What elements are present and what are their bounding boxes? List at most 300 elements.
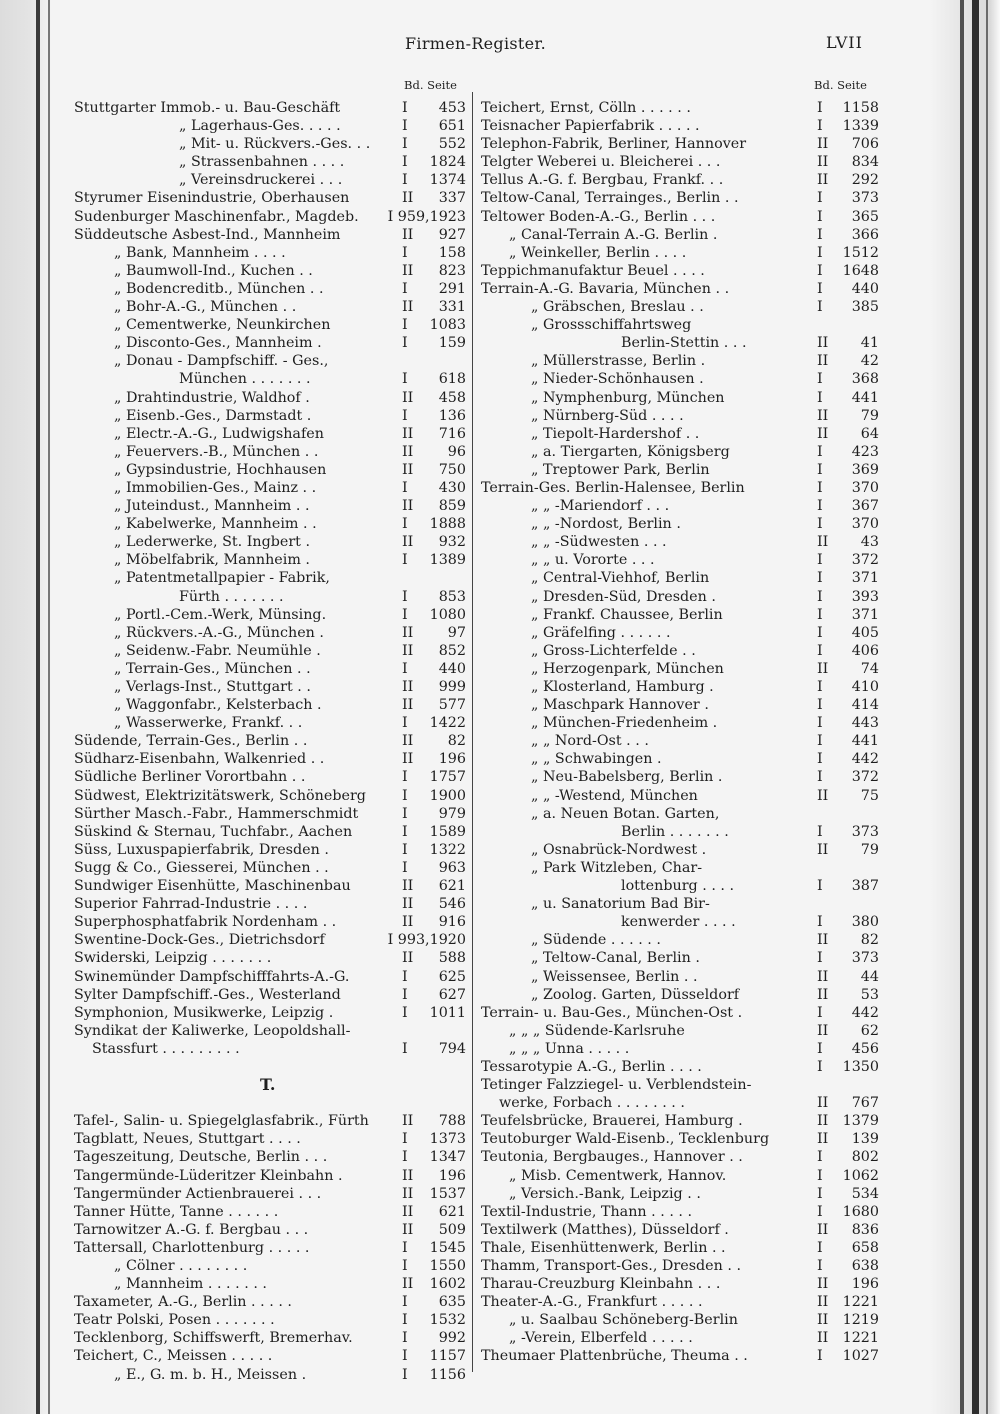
company-name: Berlin . . . . . . .: [621, 823, 729, 840]
page-reference: 393: [851, 588, 879, 605]
volume-number: II: [817, 1221, 829, 1238]
page-reference: 794: [438, 1040, 466, 1057]
volume-number: II: [817, 1294, 829, 1311]
volume-number: II: [817, 353, 829, 370]
volume-number: I: [817, 823, 823, 840]
volume-number: I: [817, 950, 823, 967]
page-reference: 387: [851, 878, 879, 895]
company-name: „ Nymphenburg, München: [531, 389, 725, 406]
company-name: „ „ -Nordost, Berlin .: [531, 516, 681, 533]
company-name: Tattersall, Charlottenburg . . . . .: [74, 1239, 310, 1256]
page-reference: 802: [851, 1149, 879, 1166]
page-reference: 1537: [429, 1185, 466, 1202]
volume-number: I: [402, 715, 408, 732]
volume-number: I: [817, 262, 823, 279]
company-name: „ Gräfelfing . . . . . .: [531, 624, 671, 641]
volume-number: I: [817, 624, 823, 641]
volume-number: I: [817, 479, 823, 496]
company-name: Südwest, Elektrizitätswerk, Schöneberg: [74, 787, 366, 804]
company-name: Tangermünde-Lüderitzer Kleinbahn .: [74, 1167, 343, 1184]
volume-number: I: [402, 787, 408, 804]
company-name: München . . . . . . .: [179, 371, 311, 388]
volume-number: II: [402, 190, 414, 207]
company-name: Teutoburger Wald-Eisenb., Tecklenburg: [481, 1131, 770, 1148]
page-reference: 196: [851, 1276, 879, 1293]
volume-number: I: [402, 1004, 408, 1021]
page-reference: 1824: [429, 154, 466, 171]
volume-number: II: [402, 534, 414, 551]
company-name: Tellus A.-G. f. Bergbau, Frankf. . .: [481, 172, 724, 189]
page-reference: 430: [438, 479, 466, 496]
page-reference: 1389: [429, 552, 466, 569]
company-name: Taxameter, A.-G., Berlin . . . . .: [74, 1294, 292, 1311]
page-reference: 291: [438, 280, 466, 297]
volume-number: I: [817, 679, 823, 695]
company-name: „ München-Friedenheim .: [531, 715, 718, 732]
page-title: Firmen-Register.: [405, 34, 546, 53]
page-reference: 380: [851, 914, 879, 931]
volume-number: I: [817, 100, 823, 116]
company-name: Swiderski, Leipzig . . . . . . .: [74, 950, 272, 967]
volume-number: I: [402, 823, 408, 840]
volume-number: I: [817, 606, 823, 623]
volume-number: II: [817, 787, 829, 804]
volume-number: I: [402, 1348, 408, 1365]
page-reference: 1083: [429, 317, 466, 334]
page-reference: 64: [860, 425, 879, 442]
volume-number: I: [817, 552, 823, 569]
volume-number: I: [817, 697, 823, 714]
volume-number: I: [402, 479, 408, 496]
company-name: Tanner Hütte, Tanne . . . . . .: [74, 1203, 279, 1220]
company-name: „ Waggonfabr., Kelsterbach .: [114, 697, 322, 714]
page-reference: 373: [851, 190, 879, 207]
page-reference: 414: [851, 697, 879, 714]
company-name: Symphonion, Musikwerke, Leipzig .: [74, 1004, 334, 1021]
company-name: „ Central-Viehhof, Berlin: [531, 570, 710, 587]
company-name: Stassfurt . . . . . . . . .: [92, 1040, 240, 1057]
volume-number: I: [817, 118, 823, 135]
volume-number: II: [817, 968, 829, 985]
page-reference: 618: [438, 371, 466, 388]
company-name: „ a. Neuen Botan. Garten,: [531, 805, 720, 822]
company-name: „ E., G. m. b. H., Meissen .: [114, 1366, 307, 1383]
volume-number: I: [402, 859, 408, 876]
page-reference: 1374: [429, 172, 466, 189]
page-reference: 621: [438, 878, 466, 895]
column-divider: [472, 92, 473, 1372]
page-reference: 706: [851, 136, 879, 153]
company-name: „ „ „ Südende-Karlsruhe: [509, 1022, 685, 1039]
page-reference: 369: [851, 461, 879, 478]
company-name: Südliche Berliner Vorortbahn . .: [74, 769, 306, 786]
company-name: „ Weissensee, Berlin . .: [531, 968, 698, 985]
volume-number: I: [817, 371, 823, 388]
volume-number: II: [402, 751, 414, 768]
page-reference: 43: [860, 534, 879, 551]
volume-number: I: [402, 986, 408, 1003]
company-name: Fürth . . . . . . .: [179, 588, 284, 605]
volume-number: II: [817, 660, 829, 677]
volume-number: I: [402, 1312, 408, 1329]
company-name: Sundwiger Eisenhütte, Maschinenbau: [74, 878, 351, 895]
volume-number: I: [817, 1167, 823, 1184]
company-name: „ Gräbschen, Breslau . .: [531, 299, 704, 316]
page-reference: 331: [438, 299, 466, 316]
page-reference: 97: [447, 624, 466, 641]
company-name: Teltower Boden-A.-G., Berlin . . .: [481, 208, 716, 225]
page-reference: 853: [438, 588, 466, 605]
volume-number: II: [817, 1276, 829, 1293]
page-reference: 1156: [429, 1366, 466, 1383]
page-reference: 788: [438, 1113, 466, 1130]
company-name: Sürther Masch.-Fabr., Hammerschmidt: [74, 805, 359, 822]
volume-number: I: [817, 1040, 823, 1057]
volume-number: I: [402, 606, 408, 623]
volume-number: I: [402, 407, 408, 424]
volume-number: I: [402, 136, 408, 153]
page-reference: 823: [438, 262, 466, 279]
company-name: „ „ Nord-Ost . . .: [531, 733, 649, 750]
company-name: „ Rückvers.-A.-G., München .: [114, 624, 324, 641]
page-reference: 999: [438, 679, 466, 695]
volume-number: II: [402, 950, 414, 967]
page-reference: 406: [851, 642, 879, 659]
volume-number: I: [817, 190, 823, 207]
page-reference: 1347: [429, 1149, 466, 1166]
company-name: Süss, Luxuspapierfabrik, Dresden .: [74, 841, 329, 858]
page-reference: 1219: [842, 1312, 879, 1329]
company-name: „ Kabelwerke, Mannheim . .: [114, 516, 317, 533]
company-name: Tangermünder Actienbrauerei . . .: [74, 1185, 322, 1202]
page-reference: 534: [851, 1185, 879, 1202]
company-name: „ Neu-Babelsberg, Berlin .: [531, 769, 723, 786]
company-name: Berlin-Stettin . . .: [621, 335, 747, 352]
page-reference: 1339: [842, 118, 879, 135]
volume-number: I: [402, 335, 408, 352]
page-reference: 1900: [429, 787, 466, 804]
page-reference: 373: [851, 950, 879, 967]
page-reference: 453: [438, 100, 466, 116]
page-reference: 371: [851, 570, 879, 587]
company-name: „ Lederwerke, St. Ingbert .: [114, 534, 311, 551]
company-name: „ Herzogenpark, München: [531, 660, 724, 677]
volume-number: I: [402, 805, 408, 822]
page-reference: 42: [860, 353, 879, 370]
page-reference: 1350: [842, 1058, 879, 1075]
company-name: „ Mannheim . . . . . . .: [114, 1276, 267, 1293]
volume-number: I: [402, 1366, 408, 1383]
company-name: „ Patentmetallpapier - Fabrik,: [114, 570, 330, 587]
volume-number: II: [817, 841, 829, 858]
right-edge-line: [972, 0, 979, 1414]
company-name: Tecklenborg, Schiffswerft, Bremerhav.: [74, 1330, 353, 1347]
page-reference: 627: [438, 986, 466, 1003]
company-name: Terrain-A.-G. Bavaria, München . .: [481, 280, 730, 297]
volume-number: I: [402, 154, 408, 171]
page-reference: 441: [851, 389, 879, 406]
page-reference: 373: [851, 823, 879, 840]
volume-number: I: [817, 733, 823, 750]
company-name: „ Bodencreditb., München . .: [114, 280, 324, 297]
company-name: Telgter Weberei u. Bleicherei . . .: [481, 154, 721, 171]
page-reference: 96: [447, 443, 466, 460]
page-reference: 370: [851, 479, 879, 496]
company-name: „ Versich.-Bank, Leipzig . .: [509, 1185, 701, 1202]
left-page-edge: [0, 0, 52, 1414]
volume-number: II: [402, 389, 414, 406]
page-reference: 1757: [429, 769, 466, 786]
volume-number: I: [817, 1258, 823, 1274]
company-name: Teppichmanufaktur Beuel . . . .: [481, 262, 705, 279]
page-reference: 509: [438, 1221, 466, 1238]
volume-number: I: [817, 244, 823, 261]
volume-number: II: [817, 172, 829, 189]
company-name: „ Disconto-Ges., Mannheim .: [114, 335, 322, 352]
volume-number: I: [817, 1058, 823, 1075]
company-name: „ Maschpark Hannover .: [531, 697, 709, 714]
page-reference: 79: [860, 841, 879, 858]
page-reference: 410: [851, 679, 879, 695]
page-reference: 1589: [429, 823, 466, 840]
company-name: Südende, Terrain-Ges., Berlin . .: [74, 733, 308, 750]
volume-number: II: [402, 878, 414, 895]
company-name: „ Treptower Park, Berlin: [531, 461, 710, 478]
company-name: „ Electr.-A.-G., Ludwigshafen: [114, 425, 324, 442]
page-reference: 44: [860, 968, 879, 985]
page-reference: 1648: [842, 262, 879, 279]
company-name: Theater-A.-G., Frankfurt . . . . .: [481, 1294, 703, 1311]
page-reference: 456: [851, 1040, 879, 1057]
company-name: „ Eisenb.-Ges., Darmstadt .: [114, 407, 312, 424]
page-reference: 136: [438, 407, 466, 424]
company-name: „ Juteindust., Mannheim . .: [114, 498, 310, 515]
company-name: Teisnacher Papierfabrik . . . . .: [481, 118, 700, 135]
company-name: Theumaer Plattenbrüche, Theuma . .: [481, 1348, 748, 1365]
company-name: Süddeutsche Asbest-Ind., Mannheim: [74, 226, 341, 243]
company-name: „ Klosterland, Hamburg .: [531, 679, 714, 695]
page-reference: 651: [438, 118, 466, 135]
company-name: Superior Fahrrad-Industrie . . . .: [74, 896, 308, 913]
company-name: „ Donau - Dampfschiff. - Ges.,: [114, 353, 329, 370]
company-name: „ Möbelfabrik, Mannheim .: [114, 552, 310, 569]
volume-number: II: [402, 1221, 414, 1238]
page-reference: 1157: [429, 1348, 466, 1365]
volume-number: II: [402, 1276, 414, 1293]
page-reference: I 959,1923: [387, 208, 466, 225]
volume-number: II: [402, 914, 414, 931]
page-reference: 750: [438, 461, 466, 478]
page-reference: 158: [438, 244, 466, 261]
volume-number: II: [402, 679, 414, 695]
company-name: „ Canal-Terrain A.-G. Berlin .: [509, 226, 718, 243]
page-reference: 1062: [842, 1167, 879, 1184]
page-reference: 658: [851, 1239, 879, 1256]
volume-number: I: [817, 1348, 823, 1365]
volume-number: II: [402, 461, 414, 478]
page-reference: 442: [851, 751, 879, 768]
page-reference: 1080: [429, 606, 466, 623]
volume-number: II: [817, 1312, 829, 1329]
company-name: lottenburg . . . .: [621, 878, 735, 895]
company-name: „ Park Witzleben, Char-: [531, 859, 703, 876]
page-reference: 372: [851, 552, 879, 569]
company-name: Teutonia, Bergbauges., Hannover . .: [481, 1149, 743, 1166]
volume-number: I: [402, 244, 408, 261]
volume-number: I: [817, 914, 823, 931]
company-name: Süskind & Sternau, Tuchfabr., Aachen: [74, 823, 353, 840]
volume-number: I: [817, 280, 823, 297]
volume-number: I: [402, 660, 408, 677]
volume-number: I: [402, 317, 408, 334]
page-reference: 366: [851, 226, 879, 243]
company-name: „ Baumwoll-Ind., Kuchen . .: [114, 262, 313, 279]
company-name: Teufelsbrücke, Brauerei, Hamburg .: [481, 1113, 743, 1130]
company-name: Tarnowitzer A.-G. f. Bergbau . . .: [74, 1221, 309, 1238]
company-name: Teatr Polski, Posen . . . . . . .: [74, 1312, 275, 1329]
page-reference: 552: [438, 136, 466, 153]
company-name: Tafel-, Salin- u. Spiegelglasfabrik., Fürth: [74, 1113, 369, 1130]
page-reference: 337: [438, 190, 466, 207]
page-reference: 716: [438, 425, 466, 442]
page-reference: 625: [438, 968, 466, 985]
page-reference: 79: [860, 407, 879, 424]
company-name: „ Terrain-Ges., München . .: [114, 660, 311, 677]
company-name: „ Grossschiffahrtsweg: [531, 317, 692, 334]
company-name: Textil-Industrie, Thann . . . . .: [481, 1203, 693, 1220]
company-name: Syndikat der Kaliwerke, Leopoldshall-: [74, 1022, 351, 1039]
volume-number: I: [817, 1149, 823, 1166]
company-name: Südharz-Eisenbahn, Walkenried . .: [74, 751, 325, 768]
company-name: „ Gross-Lichterfelde . .: [531, 642, 696, 659]
company-name: Superphosphatfabrik Nordenham . .: [74, 914, 337, 931]
company-name: „ Verlags-Inst., Stuttgart . .: [114, 679, 311, 695]
page-reference: 443: [851, 715, 879, 732]
company-name: Swentine-Dock-Ges., Dietrichsdorf: [74, 932, 325, 949]
volume-number: I: [817, 461, 823, 478]
page-reference: 458: [438, 389, 466, 406]
page-reference: 1545: [429, 1239, 466, 1256]
company-name: „ „ „ Unna . . . . .: [509, 1040, 630, 1057]
page-reference: 405: [851, 624, 879, 641]
company-name: „ Lagerhaus-Ges. . . . .: [179, 118, 341, 135]
company-name: „ Bank, Mannheim . . . .: [114, 244, 286, 261]
volume-number: I: [402, 552, 408, 569]
company-name: Telephon-Fabrik, Berliner, Hannover: [481, 136, 747, 153]
page-reference: 371: [851, 606, 879, 623]
page-reference: 932: [438, 534, 466, 551]
company-name: „ „ -Südwesten . . .: [531, 534, 667, 551]
volume-number: II: [817, 1131, 829, 1148]
company-name: „ Wasserwerke, Frankf. . .: [114, 715, 303, 732]
page-reference: 75: [860, 787, 879, 804]
page-reference: 82: [860, 932, 879, 949]
company-name: „ „ -Mariendorf . . .: [531, 498, 670, 515]
volume-number: II: [817, 986, 829, 1003]
company-name: „ Zoolog. Garten, Düsseldorf: [531, 986, 740, 1003]
binding-line: [48, 0, 50, 1414]
page-reference: 638: [851, 1258, 879, 1274]
section-heading: T.: [260, 1075, 276, 1095]
company-name: Textilwerk (Matthes), Düsseldorf .: [481, 1221, 729, 1238]
company-name: „ Feuervers.-B., München . .: [114, 443, 319, 460]
volume-number: I: [817, 208, 823, 225]
volume-number: I: [402, 1330, 408, 1347]
page-reference: 1011: [429, 1004, 466, 1021]
right-edge-line: [986, 0, 988, 1414]
volume-number: I: [817, 1239, 823, 1256]
company-name: Sudenburger Maschinenfabr., Magdeb.: [74, 208, 359, 225]
page-reference: 635: [438, 1294, 466, 1311]
volume-number: II: [817, 425, 829, 442]
company-name: „ -Verein, Elberfeld . . . . .: [509, 1330, 693, 1347]
company-name: „ Cementwerke, Neunkirchen: [114, 317, 331, 334]
page-reference: 372: [851, 769, 879, 786]
page-reference: 196: [438, 751, 466, 768]
volume-number: II: [402, 1113, 414, 1130]
volume-number: I: [402, 1239, 408, 1256]
company-name: „ Mit- u. Rückvers.-Ges. . .: [179, 136, 371, 153]
company-name: „ Strassenbahnen . . . .: [179, 154, 345, 171]
volume-number: I: [817, 588, 823, 605]
page-reference: 442: [851, 1004, 879, 1021]
page-reference: 370: [851, 516, 879, 533]
page-reference: 367: [851, 498, 879, 515]
page-reference: 916: [438, 914, 466, 931]
company-name: „ Immobilien-Ges., Mainz . .: [114, 479, 317, 496]
company-name: „ Tiepolt-Hardershof . .: [531, 425, 700, 442]
company-name: Thamm, Transport-Ges., Dresden . .: [481, 1258, 742, 1274]
volume-number: II: [817, 1113, 829, 1130]
page-reference: 441: [851, 733, 879, 750]
volume-number: I: [817, 1185, 823, 1202]
page-reference: 577: [438, 697, 466, 714]
volume-number: II: [402, 896, 414, 913]
page-reference: 196: [438, 1167, 466, 1184]
page-reference: 1602: [429, 1276, 466, 1293]
company-name: „ u. Sanatorium Bad Bir-: [531, 896, 710, 913]
page-reference: 159: [438, 335, 466, 352]
volume-number: II: [402, 1185, 414, 1202]
company-name: Styrumer Eisenindustrie, Oberhausen: [74, 190, 350, 207]
volume-number: I: [402, 100, 408, 116]
volume-number: I: [817, 878, 823, 895]
page-reference: 1422: [429, 715, 466, 732]
volume-number: I: [817, 389, 823, 406]
volume-number: I: [402, 371, 408, 388]
volume-number: I: [817, 751, 823, 768]
page-reference: 1322: [429, 841, 466, 858]
company-name: „ Dresden-Süd, Dresden .: [531, 588, 716, 605]
company-name: Sugg & Co., Giesserei, München . .: [74, 859, 329, 876]
company-name: „ Gypsindustrie, Hochhausen: [114, 461, 327, 478]
page-reference: 1888: [429, 516, 466, 533]
volume-number: II: [817, 932, 829, 949]
page-reference: 385: [851, 299, 879, 316]
company-name: Tetinger Falzziegel- u. Verblendstein-: [481, 1077, 752, 1094]
company-name: „ Osnabrück-Nordwest .: [531, 841, 707, 858]
volume-number: II: [402, 697, 414, 714]
company-name: „ „ u. Vororte . . .: [531, 552, 655, 569]
page-reference: 62: [860, 1022, 879, 1039]
volume-number: I: [817, 1004, 823, 1021]
volume-number: I: [402, 968, 408, 985]
page-reference: I 993,1920: [387, 932, 466, 949]
page-reference: 588: [438, 950, 466, 967]
page-reference: 859: [438, 498, 466, 515]
volume-number: I: [817, 570, 823, 587]
company-name: „ Südende . . . . . .: [531, 932, 661, 949]
